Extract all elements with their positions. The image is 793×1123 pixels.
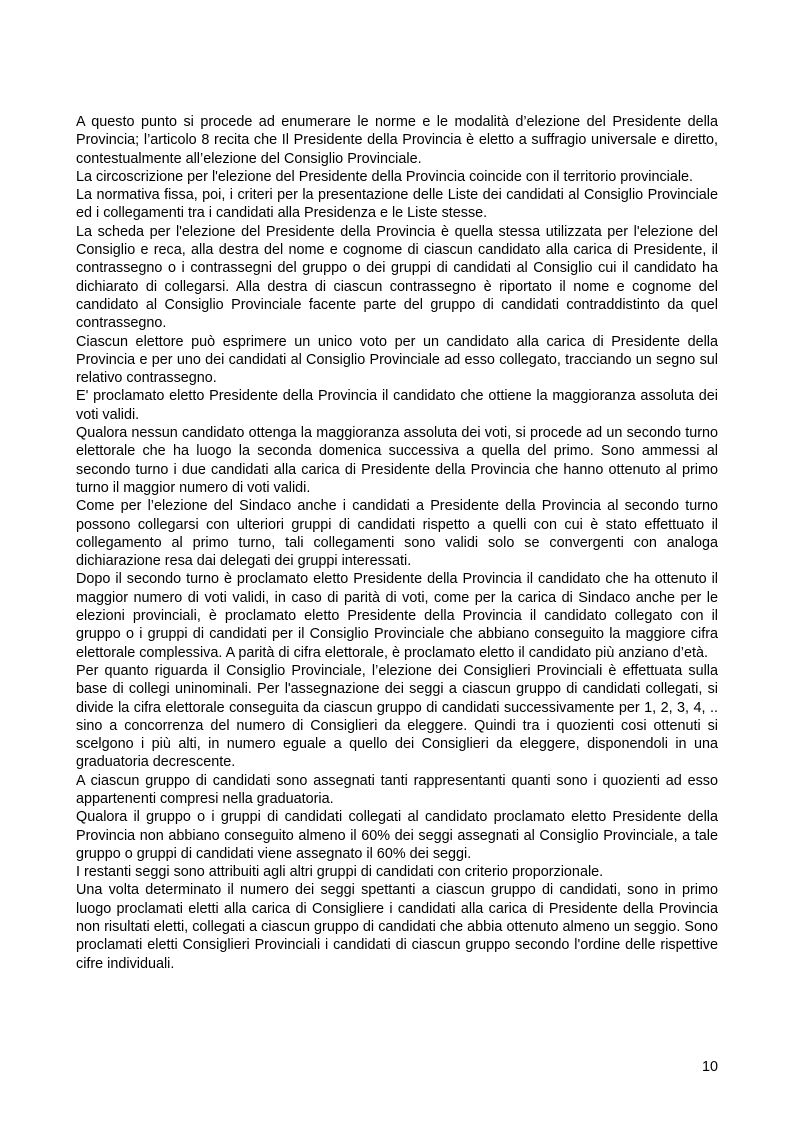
paragraph: Come per l’elezione del Sindaco anche i candidati a Presidente della Provincia al secondo turno possono collegarsi con ulteriori gruppi di candidati rispetto a quelli con cui è stato effettuato il collegamento al primo turno, tali collegamenti sono validi solo se convergenti con analoga dichiarazione resa dai delegati dei gruppi interessati. [76,498,718,570]
paragraph: Qualora il gruppo o i gruppi di candidati collegati al candidato proclamato eletto Presidente della Provincia non abbiano conseguito almeno il 60% dei seggi assegnati al Consiglio Provinciale, a tale gruppo o gruppi di candidati viene assegnato il 60% dei seggi. [76,809,718,862]
paragraph: Qualora nessun candidato ottenga la maggioranza assoluta dei voti, si procede ad un secondo turno elettorale che ha luogo la seconda domenica successiva a quella del primo. Sono ammessi al secondo turno i due candidati alla carica di Presidente della Provincia che hanno ottenuto al primo turno il maggior numero di voti validi. [76,425,718,496]
paragraph: La circoscrizione per l'elezione del Presidente della Provincia coincide con il territorio provinciale. [76,168,694,185]
paragraph: I restanti seggi sono attribuiti agli altri gruppi di candidati con criterio proporzionale. [76,864,604,881]
paragraph: Ciascun elettore può esprimere un unico voto per un candidato alla carica di Presidente della Provincia e per uno dei candidati al Consiglio Provinciale ad esso collegato, tracciando un segno sul relativo contrassegno. [76,333,718,387]
paragraph: A questo punto si procede ad enumerare le norme e le modalità d’elezione del Presidente della Provincia; l’articolo 8 recita che Il Presidente della Provincia è eletto a suffragio universale e diretto, contestualmente all’elezione del Consiglio Provinciale. [76,114,718,167]
paragraph: Per quanto riguarda il Consiglio Provinciale, l’elezione dei Consiglieri Provinciali è effettuata sulla base di collegi uninominali. Per l'assegnazione dei seggi a ciascun gruppo di candidati collegati, si divide la cifra elettorale conseguita da ciascun gruppo di candidati successivamente per 1, 2, 3, 4, .. sino a concorrenza del numero di Consiglieri da eleggere. Quindi tra i quozienti cosi ottenuti si scelgono i più alti, in numero eguale a quello dei Consiglieri da eleggere, disponendoli in una graduatoria decrescente. [76,662,718,771]
paragraph: A ciascun gruppo di candidati sono assegnati tanti rappresentanti quanti sono i quozienti ad esso appartenenti compresi nella graduatoria. [76,772,718,807]
page-number: 10 [701,1059,718,1075]
paragraph: E' proclamato eletto Presidente della Provincia il candidato che ottiene la maggioranza assoluta dei voti validi. [76,388,718,423]
paragraph: La scheda per l'elezione del Presidente della Provincia è quella stessa utilizzata per l'elezione del Consiglio e reca, alla destra del nome e cognome di ciascun candidato alla carica di Presidente, il contrassegno o i contrassegni del gruppo o dei gruppi di candidati al Consiglio cui il candidato ha dichiarato di collegarsi. Alla destra di ciascun contrassegno è riportato il nome e cognome del candidato al Consiglio Provinciale facente parte del gruppo di candidati contraddistinto da quel contrassegno. [76,223,718,332]
paragraph: Dopo il secondo turno è proclamato eletto Presidente della Provincia il candidato che ha ottenuto il maggior numero di voti validi, in caso di parità di voti, come per la carica di Sindaco anche per le elezioni provinciali, è proclamato eletto Presidente della Provincia il candidato collegato con il gruppo o i gruppi di candidati per il Consiglio Provinciale che abbiano conseguito la maggiore cifra elettorale complessiva. A parità di cifra elettorale, è proclamato eletto il candidato più anziano d’età. [76,571,718,661]
document-body [76,113,718,973]
paragraph: Una volta determinato il numero dei seggi spettanti a ciascun gruppo di candidati, sono in primo luogo proclamati eletti alla carica di Consigliere i candidati alla carica di Presidente della Provincia non risultati eletti, collegati a ciascun gruppo di candidati che abbia ottenuto almeno un seggio. Sono proclamati eletti Consiglieri Provinciali i candidati di ciascun gruppo secondo l'ordine delle rispettive cifre individuali. [76,882,718,972]
paragraph: La normativa fissa, poi, i criteri per la presentazione delle Liste dei candidati al Consiglio Provinciale ed i collegamenti tra i candidati alla Presidenza e le Liste stesse. [76,187,718,222]
